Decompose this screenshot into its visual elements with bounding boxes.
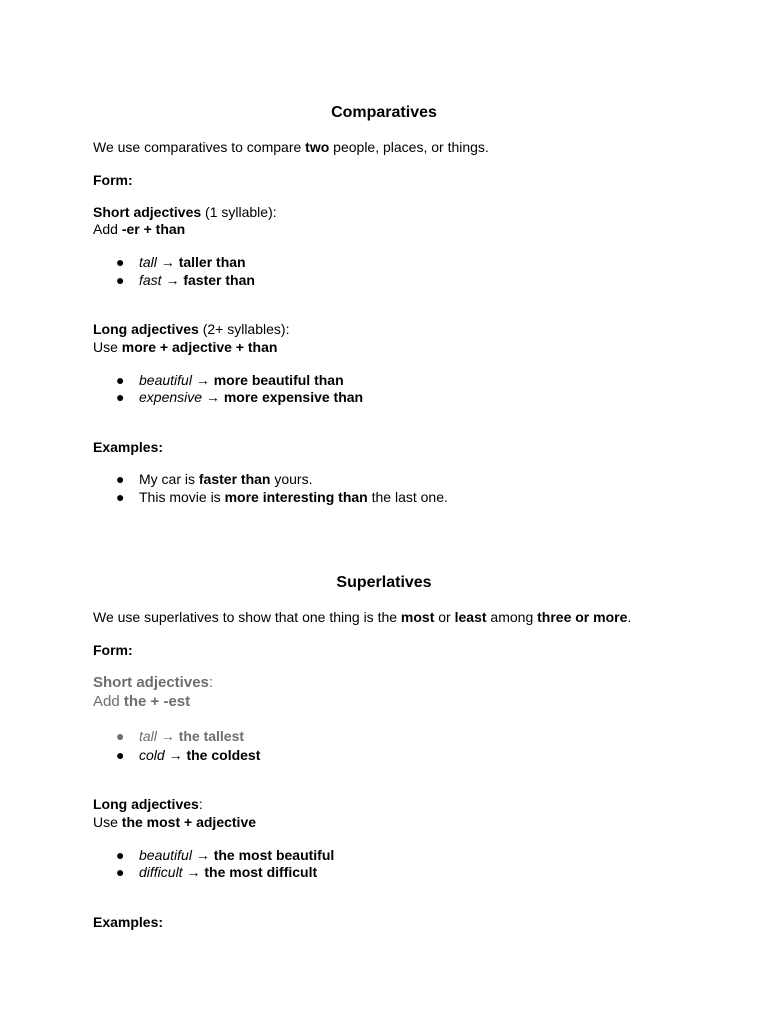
- comparatives-examples-label: [93, 439, 163, 456]
- form-label: Form:: [93, 172, 133, 188]
- superlatives-short-heading: [93, 674, 213, 691]
- bullet-icon: ●: [116, 272, 125, 288]
- base-adjective: fast: [139, 272, 162, 288]
- intro-text: We use superlatives to show that one thing is the: [93, 609, 401, 625]
- superlatives-examples-label: [93, 914, 163, 931]
- example-emphasis: faster than: [198, 471, 271, 487]
- short-adjectives-label: Short adjectives: [93, 674, 209, 691]
- bullet-icon: ●: [116, 864, 125, 880]
- superlatives-form-label: [93, 642, 133, 659]
- rule-text: Add: [93, 221, 122, 237]
- superlative-form: the most beautiful: [213, 847, 335, 863]
- rule-text: Use: [93, 814, 122, 830]
- base-adjective: tall: [139, 728, 157, 744]
- intro-emphasis: three or more: [537, 609, 628, 625]
- intro-text: among: [486, 609, 538, 625]
- rule-formula: more + adjective + than: [121, 339, 278, 355]
- superlative-form: the coldest: [186, 747, 261, 763]
- examples-label: Examples:: [93, 439, 164, 455]
- arrow-icon: →: [182, 864, 205, 880]
- example-text: yours.: [270, 471, 313, 487]
- comparatives-short-heading: [93, 204, 277, 221]
- base-adjective: beautiful: [139, 372, 192, 388]
- arrow-icon: →: [191, 847, 214, 863]
- heading-colon: :: [198, 796, 203, 812]
- intro-text: .: [627, 609, 632, 625]
- rule-formula: the + -est: [123, 693, 191, 710]
- comparatives-title: Comparatives: [331, 104, 437, 121]
- comparatives-intro: [93, 139, 489, 156]
- rule-text: Use: [93, 339, 122, 355]
- example-text: This movie is: [139, 489, 225, 505]
- arrow-icon: →: [156, 254, 179, 270]
- rule-formula: the most + adjective: [121, 814, 257, 830]
- comparative-form: taller than: [178, 254, 246, 270]
- bullet-icon: ●: [116, 372, 125, 388]
- comparatives-form-label: [93, 172, 133, 189]
- arrow-icon: →: [161, 272, 184, 288]
- example-emphasis: more interesting than: [224, 489, 368, 505]
- base-adjective: cold: [139, 747, 165, 763]
- intro-emphasis: least: [454, 609, 487, 625]
- superlatives-title: Superlatives: [336, 574, 432, 591]
- comparatives-long-rule: [93, 339, 277, 356]
- comparative-form: faster than: [183, 272, 255, 288]
- arrow-icon: →: [202, 389, 224, 405]
- base-adjective: tall: [139, 254, 157, 270]
- base-adjective: beautiful: [139, 847, 192, 863]
- example-text: My car is: [139, 471, 199, 487]
- superlatives-intro: [93, 609, 631, 626]
- superlatives-short-rule: [93, 693, 190, 710]
- arrow-icon: →: [156, 728, 179, 744]
- examples-label: Examples:: [93, 914, 164, 930]
- arrow-icon: →: [164, 747, 187, 763]
- example-text: the last one.: [367, 489, 448, 505]
- arrow-icon: →: [191, 372, 214, 388]
- base-adjective: difficult: [139, 864, 183, 880]
- superlatives-long-rule: [93, 814, 256, 831]
- intro-text: We use comparatives to compare: [93, 139, 306, 155]
- intro-emphasis: most: [400, 609, 435, 625]
- bullet-icon: ●: [116, 747, 125, 763]
- heading-colon: :: [208, 674, 214, 691]
- bullet-icon: ●: [116, 728, 125, 744]
- base-adjective: expensive: [139, 389, 203, 405]
- comparative-form: more beautiful than: [213, 372, 344, 388]
- bullet-icon: ●: [116, 389, 125, 405]
- bullet-icon: ●: [116, 847, 125, 863]
- superlative-form: the tallest: [178, 728, 245, 744]
- form-label: Form:: [93, 642, 133, 658]
- long-adjectives-label: Long adjectives: [93, 796, 199, 812]
- bullet-icon: ●: [116, 471, 125, 487]
- bullet-icon: ●: [116, 489, 125, 505]
- short-adjectives-label: Short adjectives: [93, 204, 202, 220]
- syllable-note: (2+ syllables):: [198, 321, 290, 337]
- superlatives-long-heading: [93, 796, 203, 813]
- intro-emphasis: two: [305, 139, 330, 155]
- comparatives-short-rule: [93, 221, 185, 238]
- rule-formula: -er + than: [121, 221, 186, 237]
- intro-text: people, places, or things.: [329, 139, 489, 155]
- superlative-form: the most difficult: [204, 864, 318, 880]
- rule-text: Add: [93, 693, 124, 710]
- intro-text: or: [434, 609, 455, 625]
- long-adjectives-label: Long adjectives: [93, 321, 199, 337]
- syllable-note: (1 syllable):: [201, 204, 277, 220]
- bullet-icon: ●: [116, 254, 125, 270]
- comparative-form: more expensive than: [223, 389, 364, 405]
- comparatives-long-heading: [93, 321, 289, 338]
